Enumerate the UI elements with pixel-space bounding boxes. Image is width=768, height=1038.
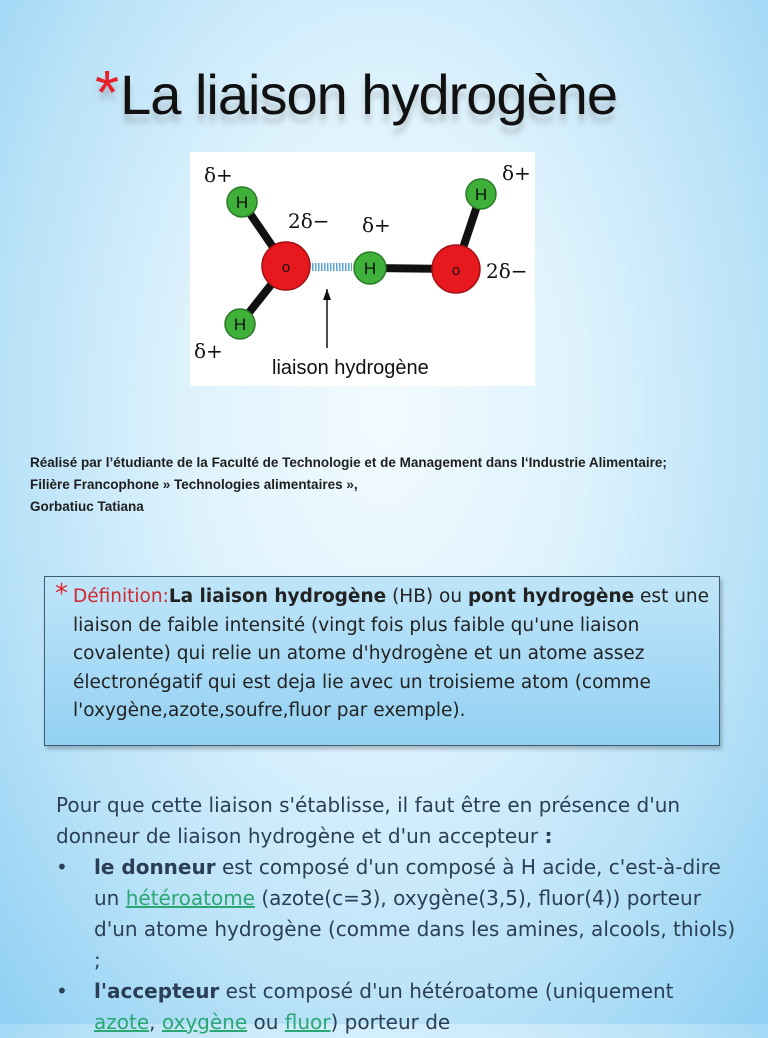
acceptor-text: ou <box>247 1010 285 1034</box>
azote-link[interactable]: azote <box>94 1010 150 1034</box>
heteroatome-link[interactable]: hétéroatome <box>125 886 255 910</box>
atom-label: H <box>233 315 247 334</box>
credits <box>30 455 730 521</box>
credits-author: Gorbatiuc Tatiana <box>30 499 144 514</box>
partial-charge-label: δ+ <box>502 161 531 185</box>
credits-line: Filière Francophone » Technologies alimentaires », <box>30 477 358 492</box>
acceptor-text: , <box>149 1010 162 1034</box>
atom-label: H <box>363 259 377 278</box>
atom-label: o <box>451 262 461 279</box>
body-text <box>56 790 736 1038</box>
acceptor-term: l'accepteur <box>94 979 220 1003</box>
fluor-link[interactable]: fluor <box>284 1010 331 1034</box>
definition-text: (HB) ou <box>386 586 468 607</box>
arrow-head <box>323 289 331 300</box>
list-item <box>56 976 736 1038</box>
definition-label: Définition: <box>73 586 169 607</box>
partial-charge-label: 2δ− <box>486 259 528 283</box>
definition-text: est une liaison de faible intensité (vingt fois plus faible qu'une liaison covalente) qui relie un atome d'hydrogène et un atome assez électronégatif qui est deja lie avec un troisieme atom (comme l'oxygène,azote,soufre,fluor par exemple). <box>73 586 710 721</box>
title-star: * <box>95 59 119 128</box>
oxygene-link[interactable]: oxygène <box>161 1010 248 1034</box>
definition-star: * <box>55 579 68 609</box>
title-text: La liaison hydrogène <box>120 63 617 126</box>
partial-charge-label: δ+ <box>194 339 223 363</box>
definition-term: pont hydrogène <box>467 586 635 607</box>
intro-colon: : <box>544 824 553 848</box>
definition-term: La liaison hydrogène <box>168 586 387 607</box>
partial-charge-label: δ+ <box>362 213 391 237</box>
credits-line: Réalisé par l’étudiante de la Faculté de Technologie et de Management dans l‘Industrie Alimentaire; <box>30 455 667 470</box>
list-item <box>56 852 736 976</box>
bullet-icon: • <box>56 979 68 1003</box>
atom-label: H <box>235 193 249 212</box>
acceptor-text: est composé d'un hétéroatome (uniquement <box>219 979 674 1003</box>
definition-box <box>44 576 720 746</box>
atom-label: H <box>474 185 488 204</box>
donor-text: (azote(c=3), oxygène(3,5), fluor(4)) porteur d'un atome hydrogène (comme dans les amines, alcools, thiols) ; <box>94 886 736 972</box>
intro-paragraph <box>56 790 736 852</box>
diagram-caption: liaison hydrogène <box>272 357 429 379</box>
page-title <box>95 58 617 129</box>
partial-charge-label: 2δ− <box>288 209 330 233</box>
donor-text: est composé d'un composé à H acide, c'est-à-dire un <box>94 855 721 910</box>
donor-term: le donneur <box>94 855 216 879</box>
intro-text: Pour que cette liaison s'établisse, il faut être en présence d'un donneur de liaison hydrogène et d'un accepteur <box>56 793 681 848</box>
bullet-icon: • <box>56 855 68 879</box>
bullet-list <box>56 852 736 1038</box>
hydrogen-bond-diagram <box>190 152 535 386</box>
acceptor-text: ) porteur de <box>330 1010 451 1034</box>
atom-label: o <box>281 259 291 276</box>
partial-charge-label: δ+ <box>204 163 233 187</box>
